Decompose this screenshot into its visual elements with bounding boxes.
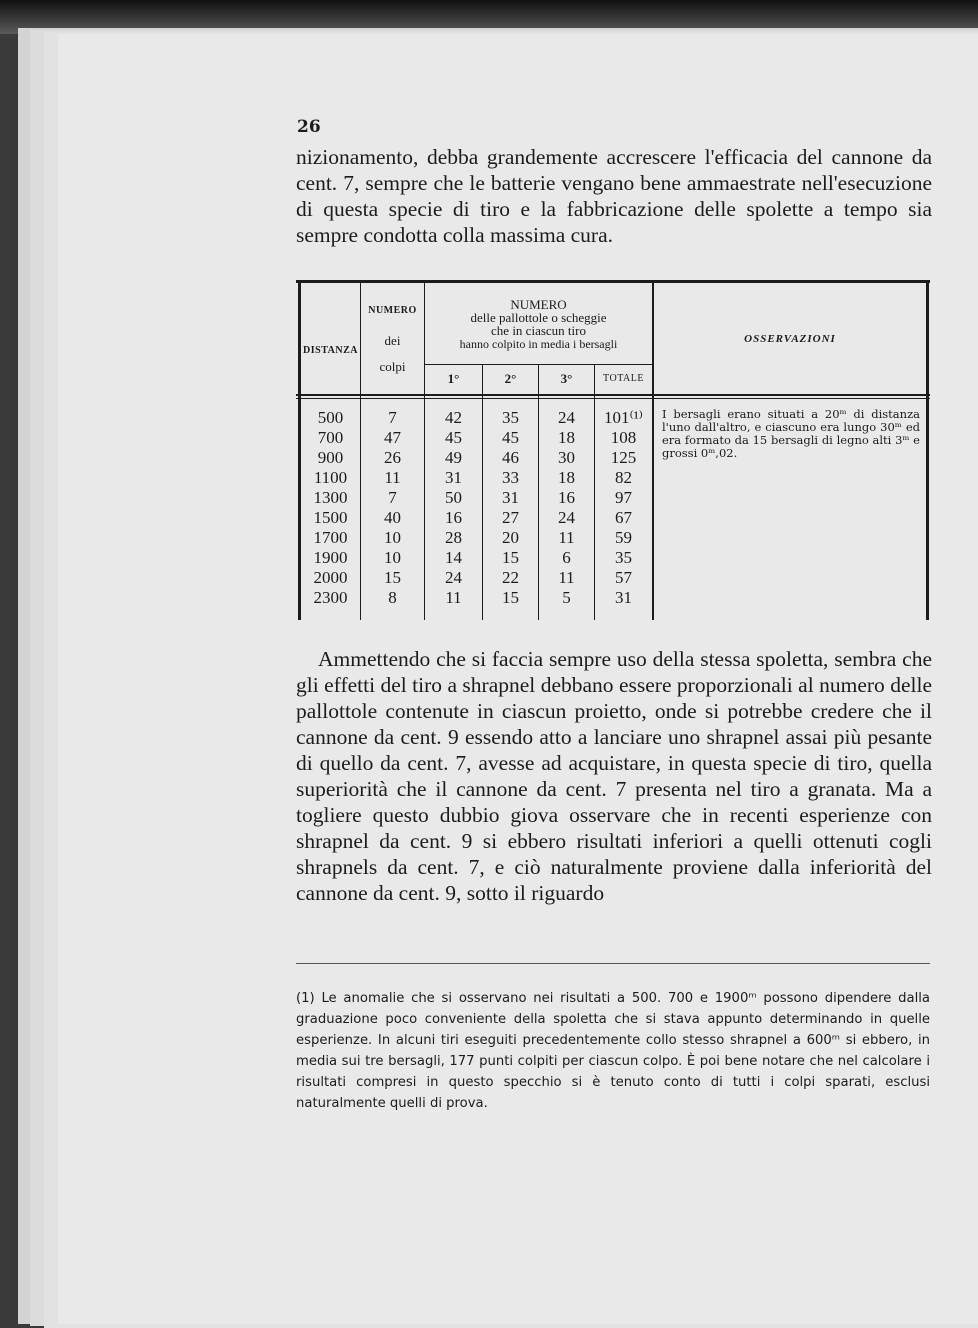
table-cell: 18 bbox=[558, 428, 575, 447]
column-totale bbox=[595, 408, 652, 608]
column-bersaglio-1 bbox=[425, 408, 482, 608]
table-cell: 18 bbox=[558, 468, 575, 487]
header-dei: dei bbox=[384, 333, 401, 348]
column-bersaglio-3 bbox=[539, 408, 594, 608]
table-cell: 31 bbox=[445, 468, 462, 487]
observations-text: I bersagli erano situati a 20ᵐ di distanza l'uno dall'altro, e ciascuno era lungo 30ᵐ ed era formato da 15 bersagli di legno alti 3ᵐ e grossi 0ᵐ,02. bbox=[662, 407, 920, 460]
table-cell: 5 bbox=[562, 588, 571, 607]
table-cell: 49 bbox=[445, 448, 462, 467]
paragraph-main: Ammettendo che si faccia sempre uso della stessa spoletta, sembra che gli effetti del tiro a shrapnel debbano essere proporzionali al numero delle pallottole contenute in ciascun proietto, onde si potrebbe credere che il cannone da cent. 9 essendo atto a lanciare uno shrapnel assai più pesante di quello da cent. 7, avesse ad acquistare, in questa specie di tiro, quella superiorità che il cannone da cent. 7 presenta nel tiro a granata. Ma a togliere questo dubbio giova osservare che in recenti esperienze con shrapnel da cent. 9 si ebbero risultati inferiori a quelli ottenuti cogli shrapnels da cent. 7, e ciò naturalmente proviene dalla inferiorità del cannone da cent. 9, sotto il riguardo bbox=[296, 647, 932, 905]
column-bersaglio-2 bbox=[483, 408, 538, 608]
table-cell: 24 bbox=[445, 568, 462, 587]
table-cell: 15 bbox=[384, 568, 401, 587]
table-cell: 700 bbox=[317, 428, 344, 447]
header-pallottole-line3: che in ciascun tiro bbox=[491, 323, 586, 338]
table-cell: 28 bbox=[445, 528, 462, 547]
table-cell: 97 bbox=[615, 488, 632, 507]
table-cell: 108 bbox=[610, 428, 637, 447]
table-cell: 20 bbox=[502, 528, 519, 547]
table-cell: 7 bbox=[388, 488, 397, 507]
table-cell: 11 bbox=[558, 568, 575, 587]
table-cell: 11 bbox=[558, 528, 575, 547]
table-cell: 30 bbox=[558, 448, 575, 467]
header-bersaglio-2: 2° bbox=[504, 371, 517, 386]
table-cell: 67 bbox=[615, 508, 632, 527]
table-cell: 27 bbox=[502, 508, 519, 527]
table-cell: 16 bbox=[445, 508, 462, 527]
header-pallottole-line4: hanno colpito in media i bersagli bbox=[459, 337, 618, 351]
header-bersaglio-1: 1° bbox=[447, 371, 460, 386]
table-cell: 14 bbox=[445, 548, 462, 567]
table-cell: 24 bbox=[558, 508, 575, 527]
table-cell: 125 bbox=[610, 448, 637, 467]
table-cell: 46 bbox=[502, 448, 519, 467]
table-cell: 22 bbox=[502, 568, 519, 587]
header-numero-pallottole: NUMERO bbox=[510, 297, 567, 312]
table-cell: 33 bbox=[502, 468, 519, 487]
table-cell: 500 bbox=[317, 408, 344, 427]
table-cell: 35 bbox=[502, 408, 519, 427]
table-cell: 900 bbox=[317, 448, 344, 467]
table-cell: 82 bbox=[615, 468, 632, 487]
table-cell: 59 bbox=[615, 528, 632, 547]
table-cell: 11 bbox=[445, 588, 462, 607]
paragraph-intro: nizionamento, debba grandemente accrescere l'efficacia del cannone da cent. 7, sempre che le batterie vengano bene ammaestrate nell'esecuzione di questa specie di tiro e la fabbricazione delle spolette a tempo sia sempre condotta colla massima cura. bbox=[296, 145, 932, 247]
header-distanza: DISTANZA bbox=[303, 345, 358, 356]
header-pallottole-line2: delle pallottole o scheggie bbox=[470, 310, 607, 325]
column-distanza bbox=[301, 408, 360, 608]
header-bersaglio-3: 3° bbox=[560, 371, 573, 386]
column-colpi bbox=[361, 408, 424, 608]
table-cell: 45 bbox=[502, 428, 519, 447]
table-cell: 10 bbox=[384, 548, 401, 567]
table-cell: 7 bbox=[388, 408, 397, 427]
table-cell: 16 bbox=[558, 488, 575, 507]
results-table bbox=[296, 280, 930, 620]
header-numero-colpi: NUMERO bbox=[368, 305, 417, 316]
header-colpi: colpi bbox=[379, 359, 406, 374]
table-cell: 47 bbox=[384, 428, 401, 447]
table-cell: 1100 bbox=[313, 468, 348, 487]
table-cell: 11 bbox=[384, 468, 401, 487]
table-cell: 26 bbox=[384, 448, 401, 467]
table-cell: 50 bbox=[445, 488, 462, 507]
table-cell: 101⁽¹⁾ bbox=[604, 408, 643, 427]
table-cell: 6 bbox=[562, 548, 571, 567]
table-cell: 1500 bbox=[313, 508, 348, 527]
page-number: 26 bbox=[297, 117, 321, 137]
table-cell: 2300 bbox=[313, 588, 348, 607]
table-cell: 15 bbox=[502, 588, 519, 607]
footnote-divider bbox=[296, 963, 930, 964]
header-totale: TOTALE bbox=[603, 373, 644, 384]
table-cell: 15 bbox=[502, 548, 519, 567]
table-cell: 1700 bbox=[313, 528, 348, 547]
table-cell: 31 bbox=[615, 588, 632, 607]
table-cell: 2000 bbox=[313, 568, 348, 587]
footnote: (1) Le anomalie che si osservano nei risultati a 500. 700 e 1900ᵐ possono dipendere dalla graduazione poco conveniente della spoletta che si stava appunto determinando in quelle esperienze. In alcuni tiri eseguiti precedentemente collo stesso shrapnel a 600ᵐ si ebbero, in media sui tre bersagli, 177 punti colpiti per ciascun colpo. È poi bene notare che nel calcolare i risultati compresi in questo specchio si è tenuto conto di tutti i colpi sparati, esclusi naturalmente quelli di prova. bbox=[296, 991, 930, 1111]
table-cell: 57 bbox=[615, 568, 632, 587]
table-cell: 42 bbox=[445, 408, 462, 427]
table-cell: 45 bbox=[445, 428, 462, 447]
table-cell: 35 bbox=[615, 548, 632, 567]
table-cell: 10 bbox=[384, 528, 401, 547]
header-osservazioni: OSSERVAZIONI bbox=[744, 333, 836, 345]
table-cell: 1900 bbox=[313, 548, 348, 567]
table-cell: 1300 bbox=[313, 488, 348, 507]
table-cell: 31 bbox=[502, 488, 519, 507]
table-cell: 40 bbox=[384, 508, 401, 527]
table-cell: 8 bbox=[388, 588, 397, 607]
table-cell: 24 bbox=[558, 408, 575, 427]
